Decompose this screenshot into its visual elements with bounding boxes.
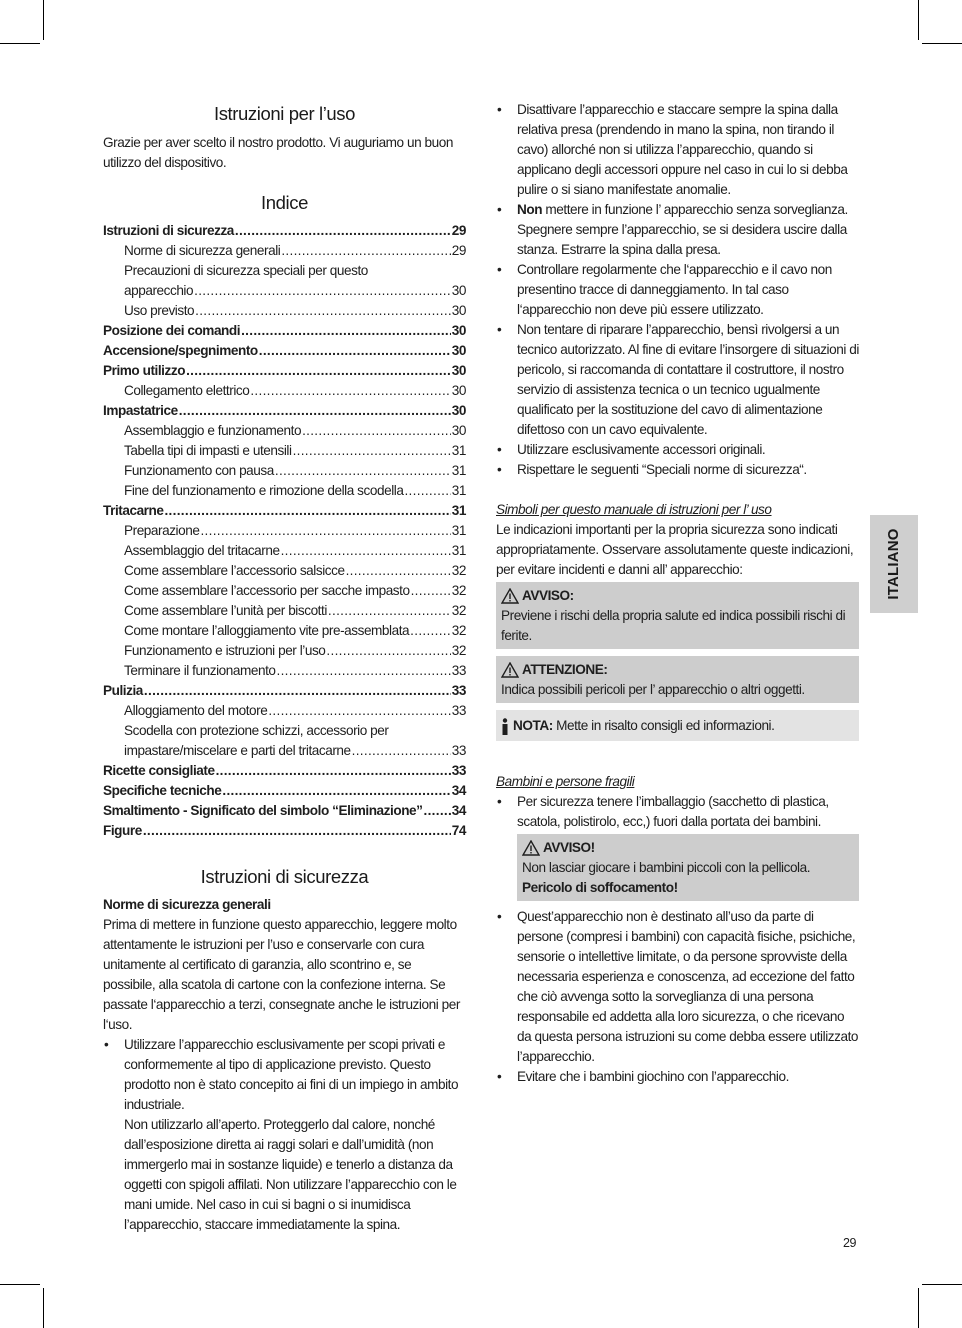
toc-entry[interactable]: Come assemblare l’accessorio salsicce ..... 32 xyxy=(103,561,466,581)
children-heading: Bambini e persone fragili xyxy=(496,774,635,789)
children-warning-bold: Pericolo di soffocamento! xyxy=(522,880,678,895)
toc-entry[interactable]: Funzionamento con pausa ..... 31 xyxy=(103,461,466,481)
list-item: • Disattivare l’apparecchio e staccare sempre la spina dalla relativa presa (prendendo in mano la spina, non tirando il cavo) allorché non si utilizza l’apparecchio, quando si applicano degli accessori oppure nel caso in cui lo si debba pulire o si siano manifestate anomalie. xyxy=(496,100,859,200)
list-item: • Controllare regolarmente che l‘apparecchio e il cavo non presentino tracce di danneggiamento. In tal caso l‘apparecchio non deve più essere utilizzato. xyxy=(496,260,859,320)
right-column xyxy=(496,100,859,1087)
left-column xyxy=(103,100,466,1235)
list-item xyxy=(496,200,859,260)
toc-entry[interactable]: Norme di sicurezza generali ..... 29 xyxy=(103,241,466,261)
symbols-heading: Simboli per questo manuale di istruzioni per l’ uso xyxy=(496,502,772,517)
intro-text: Grazie per aver scelto il nostro prodotto. Vi auguriamo un buon utilizzo del dispositivo. xyxy=(103,135,453,170)
toc-entry[interactable]: Accensione/spegnimento ..... 30 xyxy=(103,341,466,361)
toc-entry[interactable]: Tritacarne ..... 31 xyxy=(103,501,466,521)
crop-mark xyxy=(43,0,44,40)
crop-mark xyxy=(43,1288,44,1328)
toc-entry[interactable]: Collegamento elettrico ..... 30 xyxy=(103,381,466,401)
crop-mark xyxy=(0,43,40,44)
list-item: • Rispettare le seguenti “Speciali norme di sicurezza“. xyxy=(496,460,859,480)
toc-entry[interactable]: Fine del funzionamento e rimozione della scodella ..... 31 xyxy=(103,481,466,501)
toc-entry-line[interactable]: Scodella con protezione schizzi, accessorio per xyxy=(124,723,389,738)
list-item: • Quest’apparecchio non è destinato all’uso da parte di persone (compresi i bambini) con capacità fisiche, psichiche, sensorie o intellettive limitate, o da persone sprovviste della necessaria esperienza e conoscenza, ad eccezione del fatto che ciò avvenga sotto la sorveglianza di una persona responsabile ed addetta alla loro sicurezza, o che ricevano da questa persona istruzioni su come debba essere utilizzato l’apparecchio. xyxy=(496,907,859,1067)
warning-icon xyxy=(501,662,519,678)
safety-list xyxy=(496,100,859,480)
toc-entry[interactable]: Terminare il funzionamento ..... 33 xyxy=(103,661,466,681)
bullet-text: Utilizzare l’apparecchio esclusivamente per scopi privati e conformemente al tipo di applicazione previsto. Questo prodotto non è stato concepito ai fini di un impiego in ambito industriale. xyxy=(124,1037,459,1112)
toc-entry[interactable]: Funzionamento e istruzioni per l’uso ..... 32 xyxy=(103,641,466,661)
language-tab xyxy=(870,515,918,613)
general-rules-text: Prima di mettere in funzione questo apparecchio, leggere molto attentamente le istruzioni per l’uso e conservarle con cura unitamente al certificato di garanzia, allo scontrino e, se possibile, alla scatola di cartone con la confezione interna. Se passate l‘apparecchio a terzi, consegnate anche le istruzioni per l‘uso. xyxy=(103,917,460,1032)
attenzione-title: ATTENZIONE: xyxy=(522,662,608,677)
toc-entry-line[interactable]: Precauzioni di sicurezza speciali per questo xyxy=(124,263,368,278)
toc-entry[interactable]: Assemblaggio e funzionamento ..... 30 xyxy=(103,421,466,441)
toc-entry[interactable]: Ricette consigliate ..... 33 xyxy=(103,761,466,781)
nota-title: NOTA: xyxy=(513,718,553,733)
children-list-2 xyxy=(496,907,859,1087)
attenzione-text: Indica possibili pericoli per l’ apparecchio o altri oggetti. xyxy=(501,682,805,697)
toc-entry[interactable]: Istruzioni di sicurezza ..... 29 xyxy=(103,221,466,241)
avviso-title: AVVISO: xyxy=(522,588,574,603)
toc-entry[interactable]: Alloggiamento del motore ..... 33 xyxy=(103,701,466,721)
avviso-text: Previene i rischi della propria salute ed indica possibili rischi di ferite. xyxy=(501,608,846,643)
toc-entry[interactable]: Uso previsto ..... 30 xyxy=(103,301,466,321)
children-warning-box xyxy=(517,834,859,901)
info-icon xyxy=(501,718,509,735)
general-rules-list xyxy=(103,1035,466,1235)
toc-entry[interactable]: Smaltimento - Significato del simbolo “Eliminazione” ..... 34 xyxy=(103,801,466,821)
toc-entry[interactable]: Come assemblare l’unità per biscotti ..... 32 xyxy=(103,601,466,621)
toc-entry[interactable]: apparecchio ..... 30 xyxy=(103,281,466,301)
list-item xyxy=(103,1035,466,1235)
toc-entry[interactable]: Tabella tipi di impasti e utensili ..... 31 xyxy=(103,441,466,461)
crop-mark xyxy=(918,0,919,40)
attenzione-box xyxy=(496,656,859,703)
toc-entry[interactable]: Posizione dei comandi ..... 30 xyxy=(103,321,466,341)
children-warning-text: Non lasciar giocare i bambini piccoli con la pellicola. xyxy=(522,860,811,875)
table-of-contents xyxy=(103,221,466,841)
warning-icon xyxy=(501,588,519,604)
list-item: • Evitare che i bambini giochino con l’apparecchio. xyxy=(496,1067,859,1087)
nota-text: Mette in risalto consigli ed informazioni. xyxy=(552,718,775,733)
toc-entry[interactable]: Preparazione ..... 31 xyxy=(103,521,466,541)
page-number: 29 xyxy=(843,1236,857,1250)
toc-entry[interactable]: Pulizia ..... 33 xyxy=(103,681,466,701)
list-item: • Non tentare di riparare l’apparecchio, bensì rivolgersi a un tecnico autorizzato. Al fine di evitare l’insorgere di situazioni di pericolo, si raccomanda di contattare il costruttore, il nostro servizio di assistenza tecnica o un tecnico ugualmente qualificato per la sostituzione del cavo di alimentazione difettoso con un cavo equivalente. xyxy=(496,320,859,440)
children-list xyxy=(496,792,859,832)
crop-mark xyxy=(922,1284,962,1285)
avviso-box xyxy=(496,582,859,649)
toc-entry[interactable]: Assemblaggio del tritacarne ..... 31 xyxy=(103,541,466,561)
list-item: • Utilizzare esclusivamente accessori originali. xyxy=(496,440,859,460)
toc-entry[interactable]: impastare/miscelare e parti del tritacarne ..... 33 xyxy=(103,741,466,761)
list-item: • Per sicurezza tenere l’imballaggio (sacchetto di plastica, scatola, polistirolo, ecc,) fuori dalla portata dei bambini. xyxy=(496,792,859,832)
safety-title: Istruzioni di sicurezza xyxy=(200,866,369,887)
warning-icon xyxy=(522,840,540,856)
index-title: Indice xyxy=(261,192,308,213)
crop-mark xyxy=(0,1284,40,1285)
toc-entry[interactable]: Impastatrice ..... 30 xyxy=(103,401,466,421)
nota-box xyxy=(496,710,859,741)
crop-mark xyxy=(918,1288,919,1328)
children-warning-title: AVVISO! xyxy=(543,840,595,855)
language-tab-label: ITALIANO xyxy=(885,528,902,600)
bold-word: Non xyxy=(517,202,543,217)
toc-entry[interactable]: Figure ..... 74 xyxy=(103,821,466,841)
symbols-text: Le indicazioni importanti per la propria sicurezza sono indicati appropriatamente. Osservare assolutamente queste indicazioni, per evitare incidenti e danni all’ apparecchio: xyxy=(496,522,854,577)
toc-entry[interactable]: Come assemblare l’accessorio per sacche impasto ..... 32 xyxy=(103,581,466,601)
crop-mark xyxy=(922,43,962,44)
bullet-text: Non utilizzarlo all’aperto. Proteggerlo dal calore, nonché dall’esposizione diretta ai raggi solari e dall’umidità (non immergerlo mai in sostanze liquide) e tenerlo a distanza da oggetti con spigoli affilati. Non utilizzare l’apparecchio con le mani umide. Nel caso in cui si bagni o si inumidisca l’apparecchio, staccare immediatamente la spina. xyxy=(124,1117,457,1232)
general-rules-heading: Norme di sicurezza generali xyxy=(103,897,271,912)
toc-entry[interactable]: Primo utilizzo ..... 30 xyxy=(103,361,466,381)
toc-entry[interactable]: Come montare l’alloggiamento vite pre-assemblata ..... 32 xyxy=(103,621,466,641)
page-title: Istruzioni per l’uso xyxy=(213,103,356,124)
bullet-text: mettere in funzione l’ apparecchio senza sorveglianza. Spegnere sempre l’apparecchio, se si desidera uscire dalla stanza. Estrarre la spina dalla presa. xyxy=(517,202,848,257)
toc-entry[interactable]: Specifiche tecniche ..... 34 xyxy=(103,781,466,801)
